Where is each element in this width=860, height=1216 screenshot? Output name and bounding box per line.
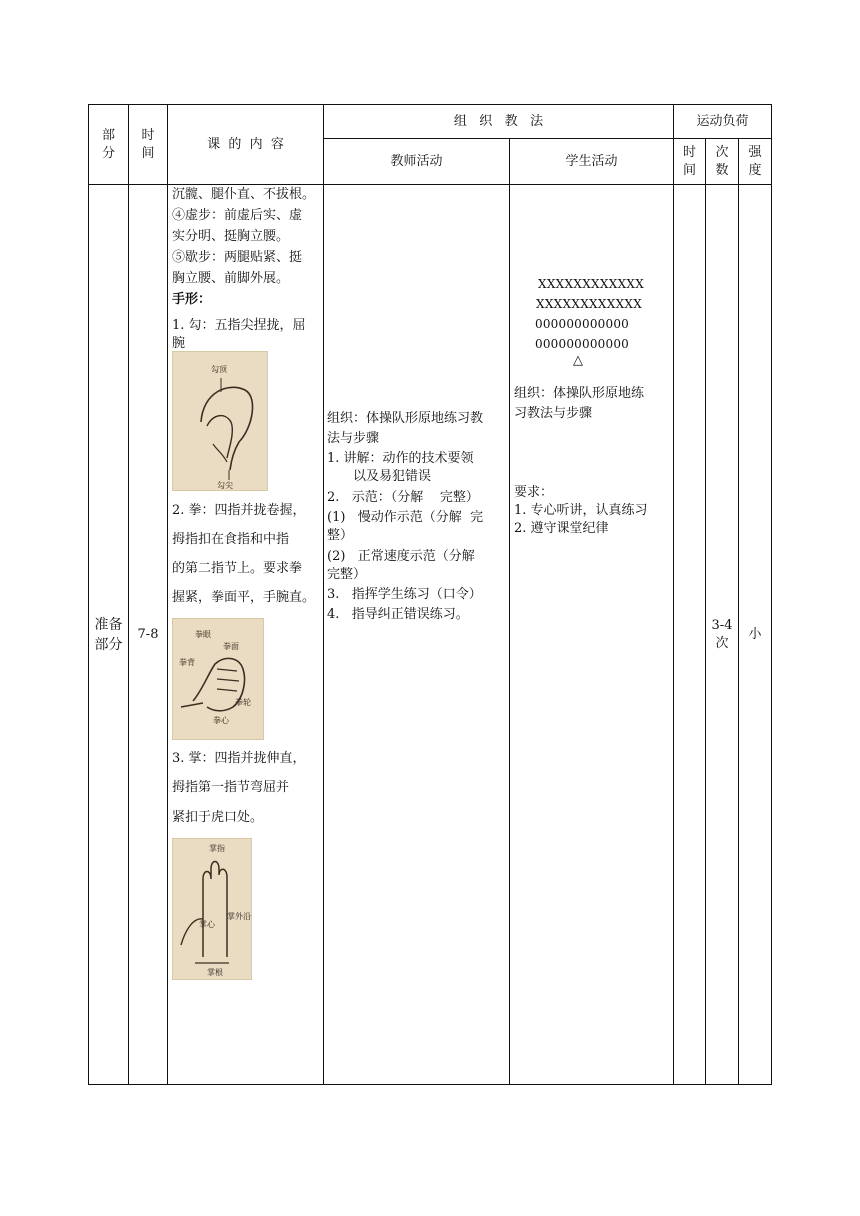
palm-label-edge: 掌外沿 [227,912,251,921]
header-part: 部 分 [101,127,115,161]
header-content: 课 的 内 容 [207,136,284,152]
col-line-4 [509,138,510,1085]
fist-label-heart: 拳心 [213,716,229,725]
row-intensity: 小 [748,626,762,642]
fist-label-eye: 拳眼 [195,630,211,639]
palm-label-finger: 掌指 [209,844,225,853]
col-line-2 [167,104,168,1085]
student-req-2: 2. 遵守课堂纪律 [514,521,609,536]
content-line-5: 胸立腰、前脚外展。 [172,271,290,286]
palm-text-1: 3. 掌：四指并拢伸直， [172,751,306,766]
teacher-line-8: (2) 正常速度示范（分解 [327,549,475,564]
table-border-bottom [88,1084,772,1085]
header-load-time: 时 间 [682,144,696,178]
teacher-line-4: 以及易犯错误 [353,469,432,484]
formation-row-4: 000000000000 [535,337,630,351]
hook-text-1: 1. 勾：五指尖捏拢，屈 [172,318,306,333]
row-time: 7-8 [137,626,159,642]
fist-label-face: 拳面 [223,642,239,651]
teacher-line-2: 法与步骤 [327,431,380,446]
palm-label-heart: 掌心 [199,920,215,929]
teacher-line-5: 2. 示范：（分解 完整） [327,490,479,505]
content-line-3: 实分明、挺胸立腰。 [172,229,290,244]
fist-text-4: 握紧，拳面平，手腕直。 [172,590,316,605]
fist-label-back: 拳背 [179,658,195,667]
table-border-right [771,104,772,1085]
teacher-line-6: (1) 慢动作示范（分解 完 [327,510,484,525]
col-line-5 [673,104,674,1085]
palm-hand-photo [172,838,252,980]
formation-row-2: XXXXXXXXXXXX [536,297,643,311]
hook-label-top: 勾顶 [211,365,227,374]
row-count: 3-4 次 [711,617,733,651]
fist-text-1: 2. 拳：四指并拢卷握， [172,503,306,518]
teacher-position-triangle: △ [573,353,583,368]
palm-text-2: 拇指第一指节弯屈并 [172,780,290,795]
formation-row-3: 000000000000 [535,317,630,331]
fist-label-wheel: 拳轮 [235,698,251,707]
teacher-line-7: 整） [327,528,354,543]
header-load-intensity: 强 度 [748,144,762,178]
formation-row-1: XXXXXXXXXXXX [538,277,645,291]
teacher-line-3: 1. 讲解：动作的技术要领 [327,451,474,466]
palm-text-3: 紧扣于虎口处。 [172,810,264,825]
content-line-4: ⑤歇步：两腿贴紧、挺 [172,250,303,265]
palm-label-root: 掌根 [207,968,223,977]
header-org-method: 组 织 教 法 [453,113,544,129]
content-line-1: 沉髋、腿仆直、不拔根。 [172,187,316,202]
content-line-2: ④虚步：前虚后实、虚 [172,208,303,223]
header-student: 学生活动 [565,153,618,169]
student-req-1: 1. 专心听讲，认真练习 [514,503,648,518]
hook-text-2: 腕 [172,336,186,351]
teacher-line-9: 完整） [327,567,367,582]
header-load-count: 次 数 [715,144,729,178]
fist-text-2: 拇指扣在食指和中指 [172,532,290,547]
header-load: 运动负荷 [696,113,749,129]
row-part: 准备 部分 [94,616,123,653]
student-org-line-1: 组织：体操队形原地练 [514,386,645,401]
hook-label-tip: 勾尖 [217,481,233,490]
header-time: 时 间 [141,127,155,161]
student-org-line-2: 习教法与步骤 [514,406,593,421]
teacher-line-11: 4. 指导纠正错误练习。 [327,607,469,622]
fist-text-3: 的第二指节上。要求拳 [172,561,303,576]
header-teacher: 教师活动 [390,153,443,169]
student-req-title: 要求： [514,485,554,500]
hook-hand-photo [172,351,268,491]
teacher-line-10: 3. 指挥学生练习（口令） [327,587,482,602]
teacher-line-1: 组织：体操队形原地练习教 [327,411,484,426]
lesson-plan-table [88,104,772,1085]
col-line-3 [323,104,324,1085]
hand-shape-title: 手形： [172,292,212,307]
fist-hand-photo [172,618,264,740]
